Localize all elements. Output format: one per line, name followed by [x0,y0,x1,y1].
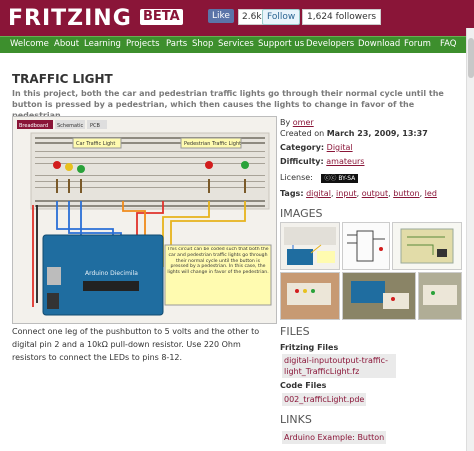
nav-item-welcome[interactable]: Welcome [10,39,49,49]
main-nav [0,36,474,53]
tag-link[interactable]: led [424,189,437,198]
photo-thumbnail-1[interactable] [280,272,340,320]
nav-item-support-us[interactable]: Support us [258,39,305,49]
follow-label: Follow [267,12,296,22]
nav-item-shop[interactable]: Shop [192,39,214,49]
facebook-like-button[interactable] [208,9,234,23]
project-intro: In this project, both the car and pedestrian traffic lights go through their normal cycle until the button is pressed by a pedestrian, which then causes the lights to change in favor of the [12,89,444,109]
nav-item-faq[interactable]: FAQ [440,39,457,49]
tab-pcb: PCB [90,123,100,129]
photo-1-svg [281,273,339,319]
beta-badge: BETA [140,9,183,25]
page-scrollbar[interactable] [466,28,474,451]
nav-item-download[interactable]: Download [358,39,401,49]
difficulty-link[interactable]: amateurs [326,157,365,166]
nav-item-forum[interactable]: Forum [404,39,431,49]
author-link[interactable]: omer [292,118,314,127]
links-heading: LINKS [280,413,312,426]
photo-thumbnail-3[interactable] [418,272,462,320]
nav-item-projects[interactable]: Projects [126,39,160,49]
tag-link[interactable]: output [361,189,389,198]
nav-item-services[interactable]: Services [218,39,254,49]
fritzing-logo[interactable]: FRITZING [8,6,132,31]
created-date: March 23, 2009, 13:37 [326,129,428,138]
files-heading: FILES [280,325,310,338]
tags-line: Tags: digital, input, output, button, led [280,189,437,198]
photo-thumbnail-2[interactable] [342,272,416,320]
author-line: By omer [280,118,314,127]
images-heading: IMAGES [280,207,323,220]
nav-item-learning[interactable]: Learning [84,39,121,49]
image-thumbnail-pcb[interactable] [392,222,462,270]
photo-3-svg [419,273,461,319]
site-header [0,0,474,36]
page-title: TRAFFIC LIGHT [12,72,113,86]
code-files-heading: Code Files [280,381,327,390]
followers-count: 1,624 followers [302,9,381,25]
image-thumbnail-schematic[interactable] [342,222,390,270]
difficulty-line: Difficulty: amateurs [280,157,365,166]
category-link[interactable]: Digital [326,143,353,152]
nav-item-about[interactable]: About [54,39,80,49]
tab-schematic: Schematic [57,123,84,129]
car-light-label: Car Traffic Light [76,141,116,147]
fritzing-files-heading: Fritzing Files [280,343,339,352]
photo-2-svg [343,273,415,319]
cc-license-badge[interactable]: ⓒⓒ BY-SA [321,174,358,183]
category-line: Category: Digital [280,143,353,152]
created-line: Created on March 23, 2009, 13:37 [280,129,428,138]
cc-icon: ⓒⓒ [324,175,337,182]
diagram-svg [13,117,276,323]
fritzing-file-link[interactable]: digital-inputoutput-traffic-light_TrafficLight.fz [282,354,396,378]
code-file-link[interactable]: 002_trafficLight.pde [284,395,365,404]
like-label: Like [212,11,230,21]
nav-item-developers[interactable]: Developers [306,39,355,49]
thumbnail-breadboard-svg [281,223,339,269]
wiring-instructions: Connect one leg of the pushbutton to 5 volts and the other to digital pin 2 and a 10kΩ pull-down resistor. Use 220 Ohm resistors to connect the LEDs to pins 8-12. [12,327,260,362]
circuit-note: This circuit can be coded such that both the car and pedestrian traffic lights go through their normal cycle until the button is pressed by a pedestrian. In this case, the lights will change in favor of the pedestrian. [167,247,269,276]
arduino-label: Arduino Diecimila [85,270,138,277]
scrollbar-thumb[interactable] [468,38,474,78]
tag-link[interactable]: button [393,189,420,198]
thumbnail-pcb-svg [393,223,461,269]
thumbnail-schematic-svg [343,223,389,269]
license-line: License: ⓒⓒ BY-SA [280,173,358,183]
like-count: 2.6k [238,9,266,25]
nav-item-parts[interactable]: Parts [166,39,188,49]
image-thumbnail-breadboard[interactable] [280,222,340,270]
breadboard-diagram[interactable] [12,116,277,324]
ped-light-label: Pedestrian Traffic Light [184,141,242,147]
tab-breadboard: Breadboard [19,123,49,129]
twitter-follow-button[interactable] [262,9,300,25]
tag-link[interactable]: digital [306,189,331,198]
tag-link[interactable]: input [336,189,357,198]
arduino-example-link[interactable]: Arduino Example: Button [284,433,385,442]
